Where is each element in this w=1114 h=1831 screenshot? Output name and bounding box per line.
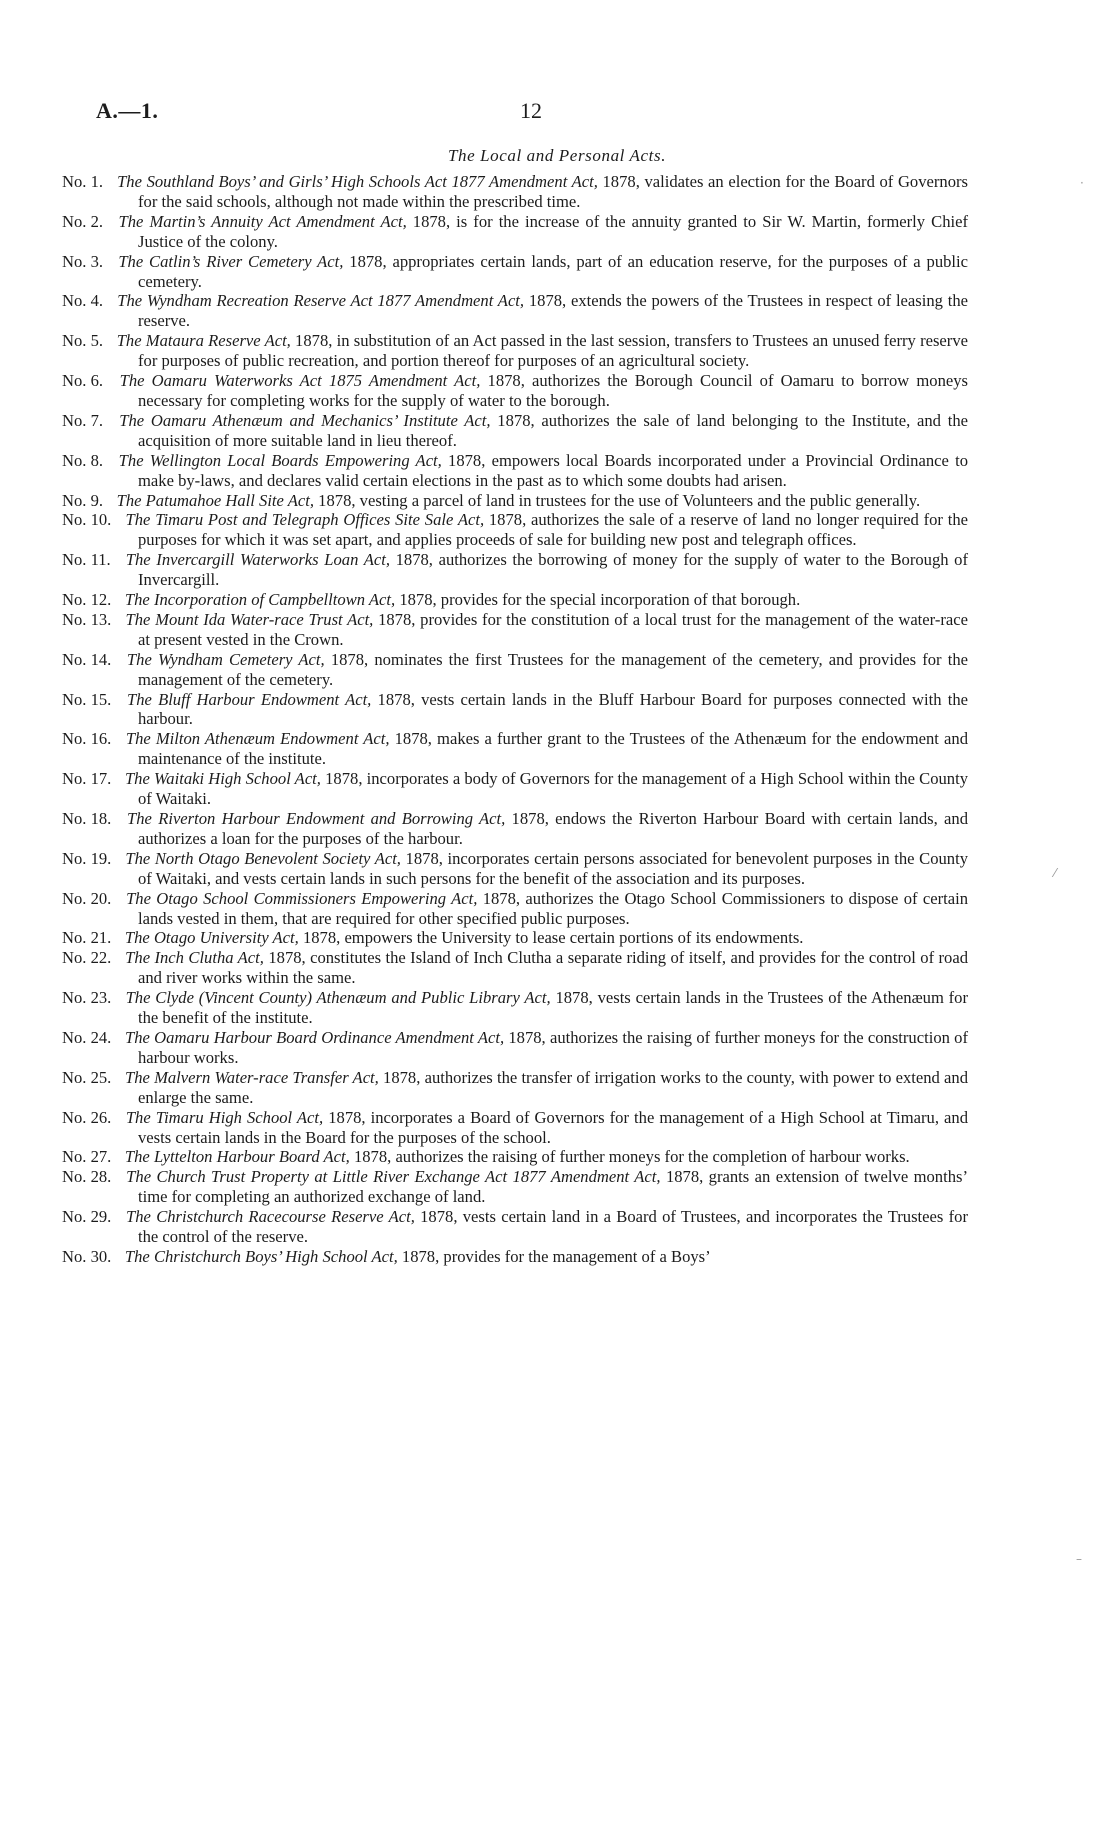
act-entry [62, 928, 968, 948]
act-entry [62, 1147, 968, 1167]
margin-mark: · [1080, 176, 1084, 190]
act-title: The Otago School Commissioners Empowering Act, [126, 888, 478, 908]
act-title: The Milton Athenæum Endowment Act, [125, 729, 390, 749]
running-head: A.—1. [96, 98, 159, 123]
act-title: The Clyde (Vincent County) Athenæum and Public Library Act, [125, 988, 551, 1008]
act-number: No. 14. [62, 649, 112, 669]
act-description: 1878, authorizes the raising of further moneys for the construction of harbour works. [138, 1027, 968, 1067]
act-description: 1878, incorporates a body of Governors for the management of a High School within the County of Waitaki. [138, 769, 968, 809]
act-entry [62, 848, 968, 889]
act-number: No. 4. [62, 291, 104, 311]
act-entry [62, 1027, 968, 1068]
act-title: The Timaru Post and Telegraph Offices Site Sale Act, [125, 510, 485, 530]
act-title: The Incorporation of Campbelltown Act, [124, 590, 396, 610]
act-title: The Patumahoe Hall Site Act, [116, 490, 315, 510]
margin-mark: ⁄ [1054, 866, 1057, 880]
act-entry [62, 1107, 968, 1148]
act-number: No. 2. [62, 211, 104, 231]
act-title: The Martin’s Annuity Act Amendment Act, [118, 211, 407, 231]
act-title: The Oamaru Athenæum and Mechanics’ Institute Act, [119, 410, 491, 430]
act-entry [62, 550, 968, 590]
section-title: The Local and Personal Acts. [447, 146, 667, 165]
acts-list [62, 172, 969, 1267]
act-title: The Catlin’s River Cemetery Act, [118, 251, 344, 271]
act-entry [62, 729, 968, 769]
act-description: 1878, makes a further grant to the Trustees of the Athenæum for the endowment and maintenance of the institute. [138, 729, 968, 769]
act-description: 1878, constitutes the Island of Inch Clutha a separate riding of itself, and provides for the control of road and river works within the same. [138, 948, 968, 988]
act-number: No. 9. [62, 490, 104, 510]
act-description: 1878, vesting a parcel of land in trustees for the use of Volunteers and the public generally. [314, 490, 921, 510]
act-entry [62, 590, 968, 610]
act-title: The Waitaki High School Act, [124, 769, 321, 789]
act-number: No. 5. [62, 331, 104, 351]
act-description: 1878, grants an extension of twelve months’ time for completing an authorized exchange of land. [138, 1167, 968, 1207]
act-number: No. 12. [62, 590, 112, 610]
act-number: No. 28. [62, 1167, 112, 1187]
act-title: The Christchurch Boys’ High School Act, [124, 1246, 398, 1266]
act-entry [62, 769, 968, 809]
act-number: No. 11. [62, 550, 111, 570]
act-title: The Wyndham Cemetery Act, [126, 649, 325, 669]
act-title: The Southland Boys’ and Girls’ High Schools Act 1877 Amendment Act, [117, 172, 598, 191]
act-entry [62, 649, 968, 690]
act-title: The Oamaru Waterworks Act 1875 Amendment Act, [119, 371, 481, 391]
act-title: The Wyndham Recreation Reserve Act 1877 Amendment Act, [117, 291, 525, 311]
act-title: The Mount Ida Water-race Trust Act, [125, 609, 374, 629]
page-number: 12 [520, 98, 542, 123]
act-number: No. 23. [62, 988, 112, 1008]
act-description: 1878, endows the Riverton Harbour Board with certain lands, and authorizes a loan for the purposes of the harbour. [138, 809, 968, 848]
act-entry [62, 450, 968, 491]
act-description: 1878, validates an election for the Board of Governors for the said schools, although not made within the prescribed time. [138, 172, 968, 211]
act-description: 1878, authorizes the borrowing of money for the supply of water to the Borough of Invercargill. [138, 550, 968, 590]
act-description: 1878, empowers local Boards incorporated under a Provincial Ordinance to make by-laws, and declares valid certain elections in the past as to which some doubts had arisen. [138, 450, 968, 490]
act-entry [62, 1246, 968, 1267]
act-number: No. 25. [62, 1067, 112, 1087]
act-entry [62, 689, 969, 730]
act-title: The Otago University Act, [124, 928, 299, 948]
act-number: No. 27. [62, 1147, 112, 1167]
act-description: 1878, vests certain lands in the Bluff Harbour Board for purposes connected with the harbour. [138, 689, 969, 729]
act-number: No. 13. [62, 609, 112, 629]
act-description: 1878, vests certain lands in the Trustees of the Athenæum for the benefit of the institute. [138, 988, 969, 1028]
act-description: 1878, authorizes the raising of further moneys for the completion of harbour works. [349, 1147, 910, 1167]
act-title: The Malvern Water-race Transfer Act, [124, 1067, 379, 1087]
act-description: 1878, provides for the constitution of a local trust for the management of the water-race at present vested in the Crown. [138, 609, 968, 649]
act-entry [62, 410, 968, 451]
act-entry [62, 609, 968, 650]
act-description: 1878, incorporates a Board of Governors for the management of a High School at Timaru, and vests certain lands in the Board for the purposes of the school. [138, 1107, 968, 1147]
act-entry [62, 948, 968, 988]
act-description: 1878, provides for the special incorporation of that borough. [395, 590, 801, 610]
act-entry [62, 809, 968, 849]
act-entry [62, 1167, 968, 1207]
act-entry [62, 251, 968, 292]
act-description: 1878, vests certain land in a Board of Trustees, and incorporates the Trustees for the control of the reserve. [138, 1207, 968, 1247]
act-entry [62, 1067, 969, 1108]
act-number: No. 3. [62, 251, 104, 271]
act-number: No. 6. [62, 371, 104, 391]
act-title: The Inch Clutha Act, [125, 948, 264, 968]
act-number: No. 8. [62, 450, 104, 470]
act-number: No. 24. [62, 1027, 112, 1047]
act-entry [62, 490, 968, 511]
act-title: The Church Trust Property at Little River Exchange Act 1877 Amendment Act, [126, 1167, 661, 1187]
act-number: No. 10. [62, 510, 112, 530]
act-title: The Lyttelton Harbour Board Act, [124, 1147, 350, 1167]
act-description: 1878, extends the powers of the Trustees in respect of leasing the reserve. [138, 291, 968, 331]
act-description: 1878, authorizes the Otago School Commissioners to dispose of certain lands vested in them, that are required for other specified public purposes. [138, 888, 968, 928]
act-number: No. 18. [62, 809, 112, 828]
act-description: 1878, authorizes the Borough Council of Oamaru to borrow moneys necessary for completing works for the supply of water to the borough. [138, 371, 968, 410]
act-entry [62, 331, 968, 371]
act-description: 1878, empowers the University to lease certain portions of its endowments. [298, 928, 804, 948]
act-description: 1878, authorizes the sale of a reserve of land no longer required for the purposes for which it was set apart, and applies proceeds of sale for building new post and telegraph offices. [138, 510, 968, 550]
act-entry [62, 988, 969, 1028]
act-description: 1878, nominates the first Trustees for the management of the cemetery, and provides for the management of the cemetery. [138, 649, 968, 689]
act-number: No. 16. [62, 729, 112, 749]
act-title: The North Otago Benevolent Society Act, [125, 848, 401, 868]
act-entry [62, 371, 968, 411]
act-number: No. 30. [62, 1246, 112, 1266]
act-number: No. 22. [62, 948, 112, 968]
act-description: 1878, authorizes the sale of land belonging to the Institute, and the acquisition of more suitable land in lieu thereof. [138, 410, 968, 450]
act-description: 1878, authorizes the transfer of irrigation works to the county, with power to extend and enlarge the same. [138, 1067, 969, 1107]
act-number: No. 1. [62, 172, 104, 191]
act-title: The Riverton Harbour Endowment and Borrowing Act, [127, 809, 506, 828]
act-description: 1878, provides for the management of a Boys’ [397, 1246, 711, 1266]
act-description: 1878, appropriates certain lands, part of an education reserve, for the purposes of a public cemetery. [138, 251, 968, 291]
act-number: No. 21. [62, 928, 112, 948]
act-entry [62, 291, 968, 331]
act-description: 1878, incorporates certain persons associated for benevolent purposes in the County of Waitaki, and vests certain lands in such persons for the benefit of the association and its purposes. [138, 848, 968, 888]
act-number: No. 19. [62, 848, 112, 868]
act-number: No. 7. [62, 410, 104, 430]
act-number: No. 17. [62, 769, 112, 789]
margin-mark: – [1076, 1552, 1082, 1566]
act-number: No. 29. [62, 1207, 112, 1227]
act-title: The Mataura Reserve Act, [116, 331, 291, 351]
act-title: The Invercargill Waterworks Loan Act, [125, 550, 390, 570]
act-title: The Wellington Local Boards Empowering Act, [118, 450, 442, 470]
act-title: The Timaru High School Act, [125, 1107, 324, 1127]
act-description: 1878, in substitution of an Act passed in the last session, transfers to Trustees an unused ferry reserve for purposes of public recreation, and portion thereof for purposes of an agricultural society. [138, 331, 968, 371]
act-entry [62, 211, 969, 252]
act-number: No. 20. [62, 888, 112, 908]
act-entry [62, 888, 968, 929]
act-title: The Oamaru Harbour Board Ordinance Amendment Act, [125, 1027, 505, 1047]
act-number: No. 15. [62, 689, 112, 709]
act-entry [62, 172, 968, 212]
act-description: 1878, is for the increase of the annuity granted to Sir W. Martin, formerly Chief Justice of the colony. [138, 211, 969, 251]
act-entry [62, 510, 968, 550]
act-entry [62, 1207, 968, 1247]
act-title: The Christchurch Racecourse Reserve Act, [126, 1207, 415, 1227]
act-number: No. 26. [62, 1107, 112, 1127]
act-title: The Bluff Harbour Endowment Act, [126, 689, 372, 709]
